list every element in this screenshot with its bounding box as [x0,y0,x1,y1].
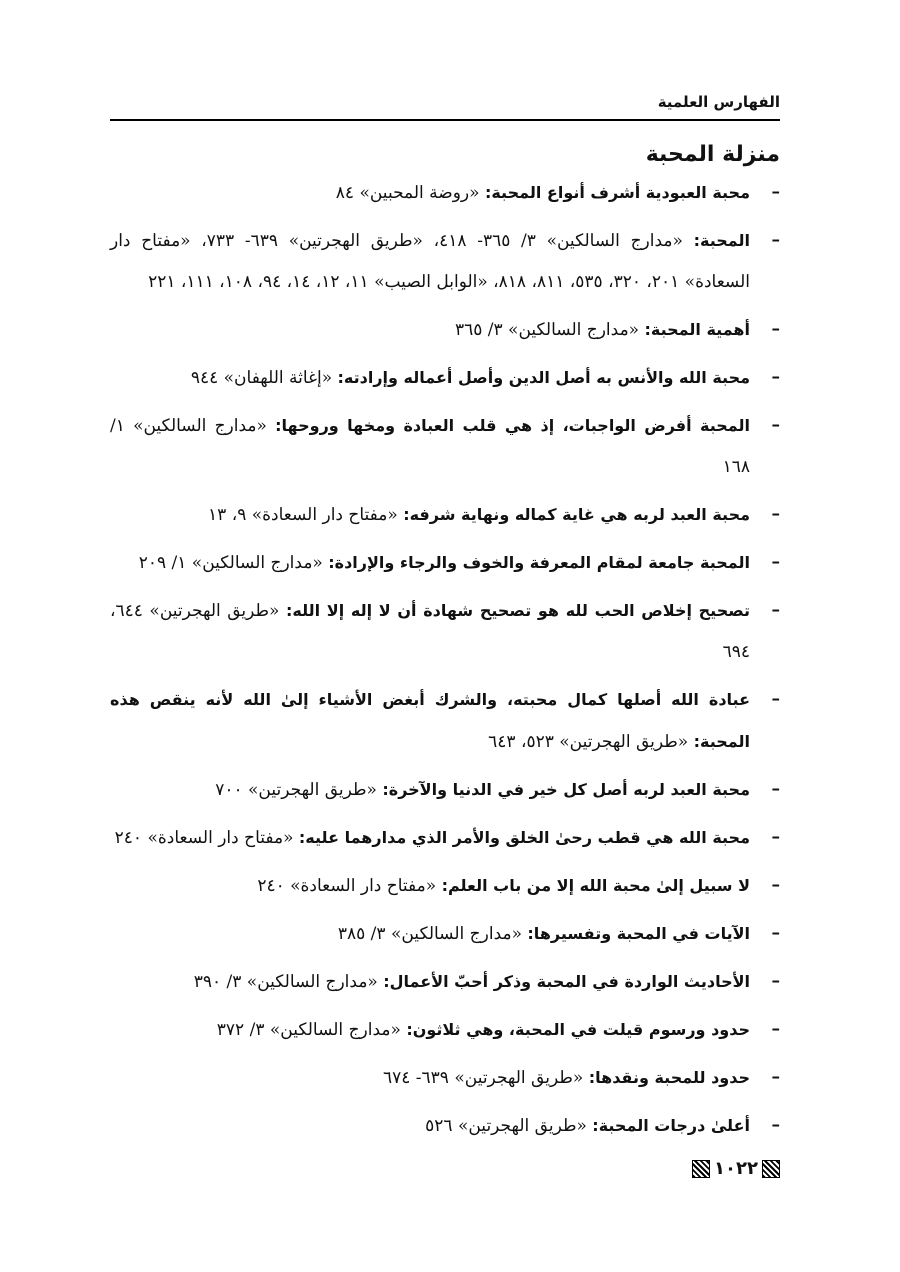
dash-marker: – [771,415,780,435]
dash-marker: – [771,600,780,620]
index-entry [110,1009,780,1051]
dash-marker: – [771,1067,780,1087]
dash-marker: – [771,923,780,943]
entry-lead: عبادة الله أصلها كمال محبته، والشرك أبغض الأشياء إلىٰ الله لأنه ينقص هذه المحبة: [110,690,750,751]
entry-ref: «مدارج السالكين» ٣/ ٣٦٥ [454,320,640,340]
dash-marker: – [771,1019,780,1039]
entry-ref: «طريق الهجرتين» ٥٢٣، ٦٤٣ [488,732,689,752]
index-entry [110,309,780,351]
entry-lead: محبة العبد لربه أصل كل خير في الدنيا والآخرة: [382,780,750,799]
entry-lead: محبة الله هي قطب رحىٰ الخلق والأمر الذي مدارهما عليه: [298,828,750,847]
entry-lead: محبة العبودية أشرف أنواع المحبة: [484,183,750,202]
index-entry [110,494,780,536]
index-entry [110,817,780,859]
entry-ref: «مفتاح دار السعادة» ٩، ١٣ [208,505,398,525]
dash-marker: – [771,827,780,847]
page-number-value: ١٠٢٢ [714,1158,758,1179]
dash-marker: – [771,779,780,799]
header-rule [110,119,780,121]
index-entries [110,172,780,1153]
entry-ref: «مدارج السالكين» ٣/ ٣٨٥ [337,924,522,944]
entry-lead: المحبة أفرض الواجبات، إذ هي قلب العبادة ومخها وروحها: [275,416,750,435]
index-entry [110,769,780,811]
dash-marker: – [771,875,780,895]
running-header [110,88,780,116]
dash-marker: – [771,689,780,709]
entry-ref: «طريق الهجرتين» ٦٤٤، ٦٩٤ [110,601,750,662]
entry-ref: «مدارج السالكين» ٣/ ٣٧٢ [216,1020,401,1040]
entry-lead: أهمية المحبة: [644,320,750,339]
entry-ref: «مفتاح دار السعادة» ٢٤٠ [114,828,294,848]
entry-lead: الآيات في المحبة وتفسيرها: [527,924,750,943]
entry-ref: «مدارج السالكين» ١/ ١٦٨ [110,416,750,477]
entry-ref: «طريق الهجرتين» ٦٣٩- ٦٧٤ [382,1068,584,1088]
index-entry [110,357,780,399]
entry-lead: المحبة: [693,231,751,250]
entry-lead: تصحيح إخلاص الحب لله هو تصحيح شهادة أن لا إله إلا الله: [286,601,751,620]
index-entry [110,679,780,763]
entry-ref: «إغاثة اللهفان» ٩٤٤ [190,368,333,388]
dash-marker: – [771,230,780,250]
index-entry [110,590,780,673]
entry-lead: حدود ورسوم قيلت في المحبة، وهي ثلاثون: [406,1020,750,1039]
entry-ref: «مفتاح دار السعادة» ٢٤٠ [257,876,437,896]
entry-lead: محبة الله والأنس به أصل الدين وأصل أعماله وإرادته: [337,368,750,387]
dash-marker: – [771,367,780,387]
index-entry [110,220,780,303]
index-entry [110,172,780,214]
section-title: منزلة المحبة [645,142,780,167]
index-entry [110,865,780,907]
ornament-icon [692,1160,710,1178]
dash-marker: – [771,504,780,524]
dash-marker: – [771,552,780,572]
entry-ref: «مدارج السالكين» ٣/ ٣٩٠ [193,972,378,992]
dash-marker: – [771,182,780,202]
index-entry [110,1105,780,1147]
dash-marker: – [771,971,780,991]
page-number [692,1155,780,1183]
entry-ref: «روضة المحبين» ٨٤ [335,183,480,203]
entry-lead: محبة العبد لربه هي غاية كماله ونهاية شرفه: [403,505,750,524]
entry-lead: حدود للمحبة ونقدها: [588,1068,750,1087]
ornament-icon [762,1160,780,1178]
entry-ref: «طريق الهجرتين» ٧٠٠ [215,780,377,800]
dash-marker: – [771,1115,780,1135]
index-entry [110,961,780,1003]
running-title: الفهارس العلمية [657,93,780,111]
entry-lead: الأحاديث الواردة في المحبة وذكر أحبّ الأعمال: [383,972,750,991]
dash-marker: – [771,319,780,339]
entry-lead: لا سبيل إلىٰ محبة الله إلا من باب العلم: [441,876,750,895]
index-entry [110,405,780,488]
entry-lead: أعلىٰ درجات المحبة: [592,1116,750,1135]
index-entry [110,1057,780,1099]
entry-ref: «مدارج السالكين» ١/ ٢٠٩ [138,553,323,573]
index-entry [110,542,780,584]
entry-ref: «مدارج السالكين» ٣/ ٣٦٥- ٤١٨، «طريق الهجرتين» ٦٣٩- ٧٣٣، «مفتاح دار السعادة» ٢٠١، ٣٢٠، ٥٣٥، ٨١١، ٨١٨، «الوابل الصيب» ١١، ١٢، ١٤، ٩٤، ١٠٨، ١١١، ٢٢١ [110,231,750,292]
index-entry [110,913,780,955]
entry-ref: «طريق الهجرتين» ٥٢٦ [425,1116,587,1136]
entry-lead: المحبة جامعة لمقام المعرفة والخوف والرجاء والإرادة: [328,553,750,572]
